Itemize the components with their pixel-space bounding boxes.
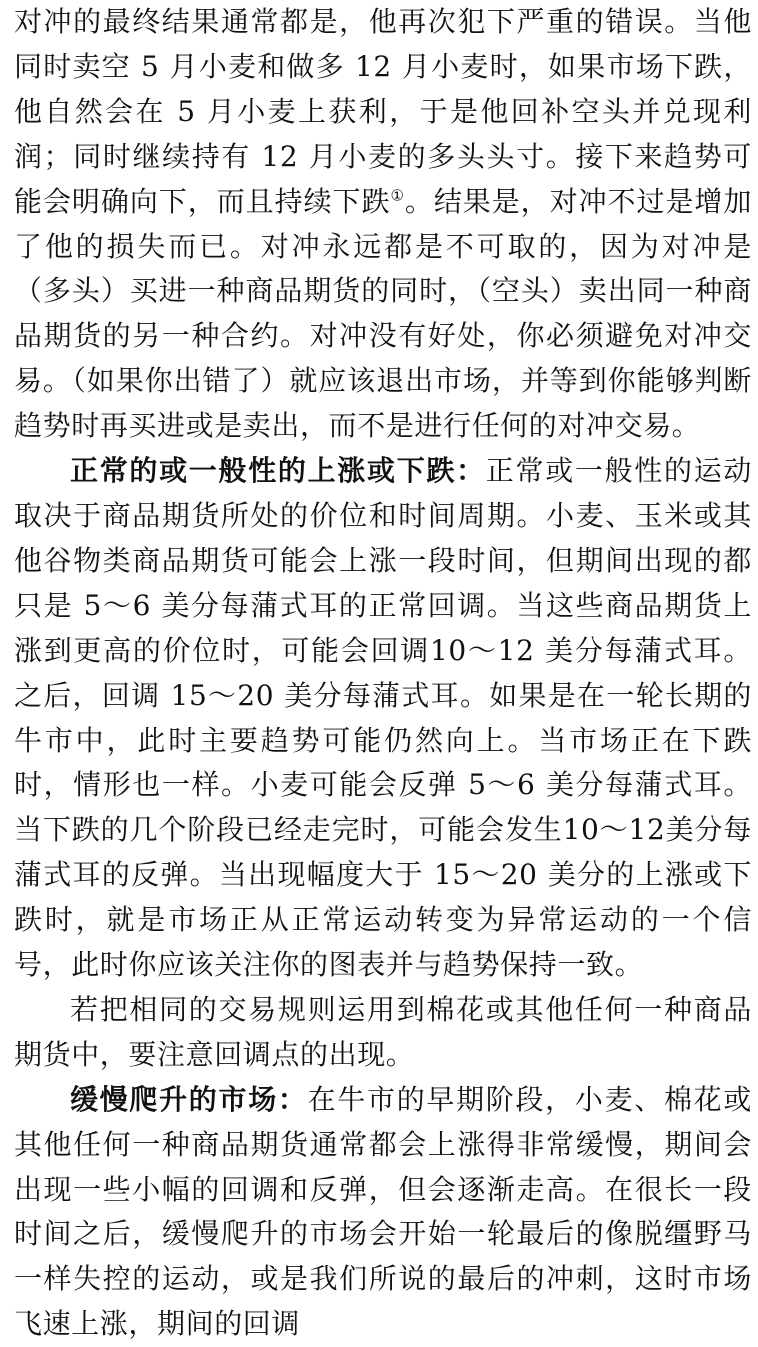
paragraph-text: 对冲的最终结果通常都是，他再次犯下严重的错误。当他同时卖空 5 月小麦和做多 12 月小麦时，如果市场下跌，他自然会在 5 月小麦上获利，于是他回补空头并兑现利润；同时继续持有 12 月小麦的多头头寸。接下来趋势可能会明确向下，而且持续下跌 [14,5,752,218]
paragraph-slow-climbing-market [14,1078,752,1347]
paragraph-text: 在牛市的早期阶段，小麦、棉花或其他任何一种商品期货通常都会上涨得非常缓慢，期间会出现一些小幅的回调和反弹，但会逐渐走高。在很长一段时间之后，缓慢爬升的市场会开始一轮最后的像脱缰野马一样失控的运动，或是我们所说的最后的冲刺，这时市场飞速上涨，期间的回调 [14,1082,752,1341]
paragraph-text: 若把相同的交易规则运用到棉花或其他任何一种商品期货中，要注意回调点的出现。 [14,992,752,1071]
paragraph-normal-moves [14,449,752,988]
footnote-marker[interactable]: ① [390,186,405,205]
paragraph-text: 正常或一般性的运动取决于商品期货所处的价位和时间周期。小麦、玉米或其他谷物类商品期货可能会上涨一段时间，但期间出现的都只是 5～6 美分每蒲式耳的正常回调。当这些商品期货上涨到更高的价位时，可能会回调10～12 美分每蒲式耳。之后，回调 15～20 美分每蒲式耳。如果是在一轮长期的牛市中，此时主要趋势可能仍然向上。当市场正在下跌时，情形也一样。小麦可能会反弹 5～6 美分每蒲式耳。当下跌的几个阶段已经走完时，可能会发生10～12美分每蒲式耳的反弹。当出现幅度大于 15～20 美分的上涨或下跌时，就是市场正从正常运动转变为异常运动的一个信号，此时你应该关注你的图表并与趋势保持一致。 [14,454,752,982]
paragraph-same-rules [14,988,752,1078]
paragraph-text-continued: 。结果是，对冲不过是增加了他的损失而已。对冲永远都是不可取的，因为对冲是（多头）买进一种商品期货的同时，（空头）卖出同一种商品期货的另一种合约。对冲没有好处，你必须避免对冲交易。（如果你出错了）就应该退出市场，并等到你能够判断趋势时再买进或是卖出，而不是进行任何的对冲交易。 [14,184,752,443]
section-lead-heading: 正常的或一般性的上涨或下跌： [70,454,486,488]
paragraph-hedging [14,0,752,449]
section-lead-heading: 缓慢爬升的市场： [70,1082,308,1116]
